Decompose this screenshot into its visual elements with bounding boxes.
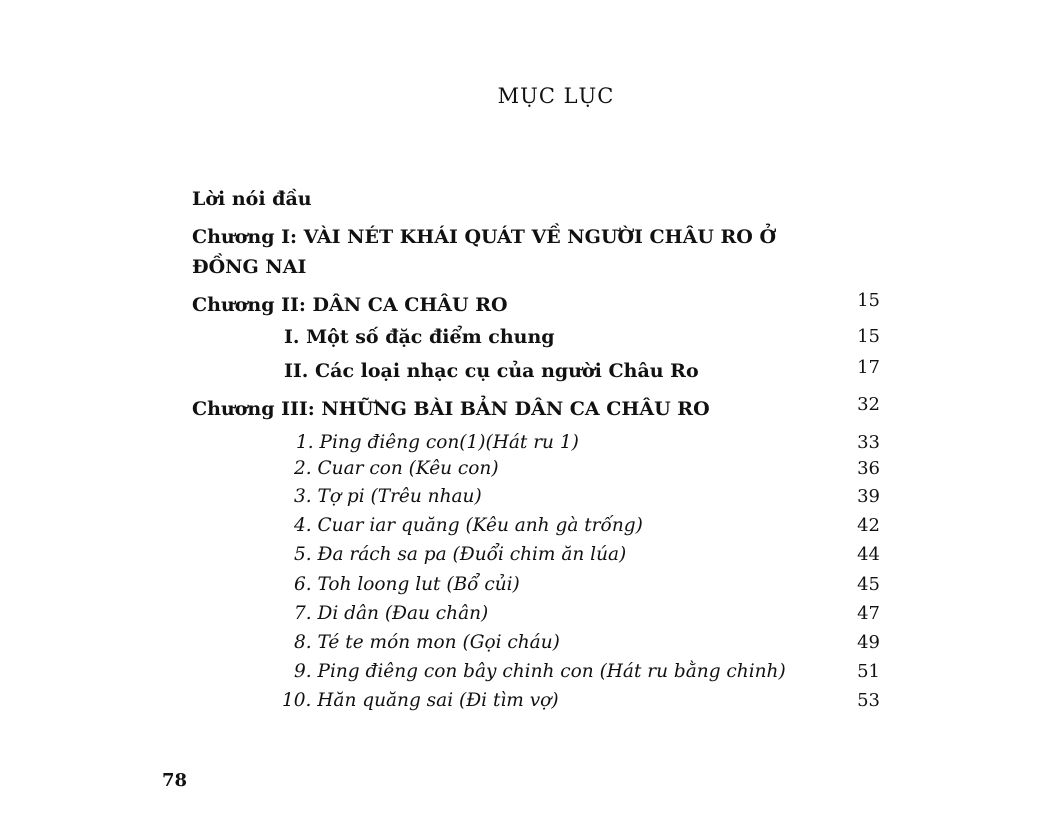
toc-entry-text: Chương II: DÂN CA CHÂU RO [192,294,508,316]
toc-entry-text: 4. Cuar iar quăng (Kêu anh gà trống) [294,515,643,536]
toc-entry-text: 6. Toh loong lut (Bổ củi) [294,574,520,595]
toc-entry [0,458,1056,484]
toc-entry [0,226,1056,252]
toc-entry-page: 45 [857,574,880,595]
toc-entry [0,632,1056,658]
toc-entry [0,357,1056,386]
toc-entry-text: Chương I: VÀI NÉT KHÁI QUÁT VỀ NGƯỜI CHÂU RO Ở [192,226,777,248]
toc-entry [0,256,1056,282]
toc-entry [0,486,1056,512]
toc-entry [0,544,1056,570]
page-number: 78 [162,770,188,791]
toc-entry [0,574,1056,600]
toc-entry [0,515,1056,541]
toc-entry [0,326,1056,352]
toc-entry-page: 33 [857,432,880,453]
page-title: MỤC LỤC [497,84,615,108]
toc-entry-page: 42 [857,515,880,536]
toc-entry-text: Lời nói đầu [192,188,312,210]
toc-entry-page: 39 [857,486,880,507]
toc-entry [0,603,1056,629]
toc-entry-text: 2. Cuar con (Kêu con) [294,458,499,479]
toc-entry [0,690,1056,716]
toc-entry-text: 9. Ping điêng con bây chinh con (Hát ru bằng chinh) [294,661,786,682]
toc-entry-page: 32 [857,394,880,415]
toc-entry-page: 47 [857,603,880,624]
toc-entry-text: 1. Ping điêng con(1)(Hát ru 1) [296,432,579,453]
toc-entry [0,290,1056,320]
toc-entry [0,432,1056,458]
toc-entry-text: ĐỒNG NAI [192,256,307,278]
toc-entry-text: 10. Hăn quăng sai (Đi tìm vợ) [282,690,559,711]
toc-entry-text: Chương III: NHỮNG BÀI BẢN DÂN CA CHÂU RO [192,398,710,420]
toc-entry-text: 7. Di dân (Đau chân) [294,603,489,624]
toc-entry-text: I. Một số đặc điểm chung [284,326,555,348]
toc-entry-page: 15 [857,290,880,311]
toc-entry-text: II. Các loại nhạc cụ của người Châu Ro [284,360,699,382]
toc-entry [0,661,1056,687]
toc-entry-page: 53 [857,690,880,711]
toc-entry-text: 5. Đa rách sa pa (Đuổi chim ăn lúa) [294,544,627,565]
toc-entry-page: 49 [857,632,880,653]
toc-entry-page: 15 [857,326,880,347]
toc-entry [0,394,1056,424]
toc-entry [0,188,1056,214]
toc-entry-page: 17 [857,357,880,378]
toc-entry-page: 51 [857,661,880,682]
toc-entry-text: 8. Té te món mon (Gọi cháu) [294,632,560,653]
toc-entry-text: 3. Tợ pi (Trêu nhau) [294,486,482,507]
toc-entry-page: 44 [857,544,880,565]
toc-entry-page: 36 [857,458,880,479]
